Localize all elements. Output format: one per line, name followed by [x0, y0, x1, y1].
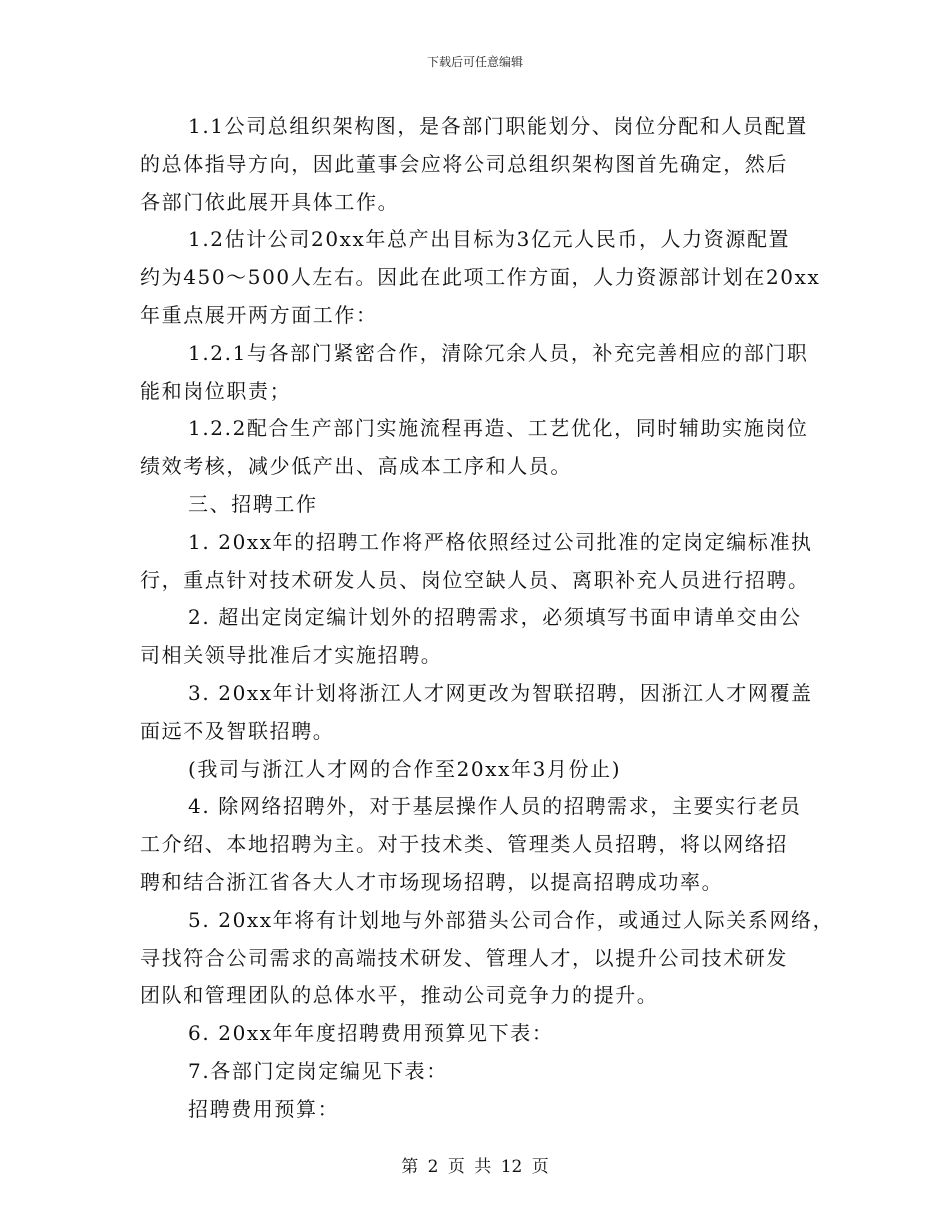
- paragraph-line: 的总体指导方向，因此董事会应将公司总组织架构图首先确定，然后: [140, 151, 788, 176]
- paragraph-line: 司相关领导批准后才实施招聘。: [140, 643, 443, 668]
- paragraph-line: 1.2.1与各部门紧密合作，清除冗余人员，补充完善相应的部门职: [188, 340, 809, 365]
- paragraph-line: (我司与浙江人才网的合作至20xx年3月份止): [188, 756, 622, 781]
- header-note: 下载后可任意编辑: [426, 55, 523, 69]
- paragraph-line: 面远不及智联招聘。: [140, 718, 335, 743]
- paragraph-line: 5. 20xx年将有计划地与外部猎头公司合作，或通过人际关系网络，: [188, 907, 835, 932]
- paragraph-line: 寻找符合公司需求的高端技术研发、管理人才，以提升公司技术研发: [140, 945, 788, 970]
- paragraph-line: 行，重点针对技术研发人员、岗位空缺人员、离职补充人员进行招聘。: [140, 567, 810, 592]
- paragraph-line: 4. 除网络招聘外，对于基层操作人员的招聘需求，主要实行老员: [188, 794, 802, 819]
- paragraph-line: 团队和管理团队的总体水平，推动公司竞争力的提升。: [140, 983, 659, 1008]
- paragraph-line: 1.1公司总组织架构图，是各部门职能划分、岗位分配和人员配置: [188, 114, 808, 138]
- paragraph-line: 各部门依此展开具体工作。: [140, 189, 400, 214]
- paragraph-line: 绩效考核，减少低产出、高成本工序和人员。: [140, 454, 572, 479]
- paragraph-line: 约为450～500人左右。因此在此项工作方面，人力资源部计划在20xx: [140, 265, 821, 290]
- paragraph-line: 1.2估计公司20xx年总产出目标为3亿元人民币，人力资源配置: [188, 227, 791, 252]
- page-number-footer: 第 2 页 共 12 页: [401, 1157, 549, 1177]
- paragraph-line: 能和岗位职责；: [140, 378, 292, 403]
- paragraph-line: 工介绍、本地招聘为主。对于技术类、管理类人员招聘，将以网络招: [140, 832, 788, 857]
- paragraph-line: 3. 20xx年计划将浙江人才网更改为智联招聘，因浙江人才网覆盖: [188, 680, 813, 705]
- paragraph-line: 聘和结合浙江省各大人才市场现场招聘，以提高招聘成功率。: [140, 869, 724, 894]
- document-body: [140, 108, 835, 1129]
- paragraph-line: 2. 超出定岗定编计划外的招聘需求，必须填写书面申请单交由公: [188, 605, 802, 630]
- paragraph-line: 招聘费用预算：: [188, 1096, 340, 1121]
- paragraph-line: 7.各部门定岗定编见下表：: [188, 1058, 448, 1083]
- section-heading: 三、招聘工作: [188, 491, 318, 516]
- paragraph-line: 年重点展开两方面工作：: [140, 302, 378, 327]
- paragraph-line: 6. 20xx年年度招聘费用预算见下表：: [188, 1021, 554, 1046]
- paragraph-line: 1.2.2配合生产部门实施流程再造、工艺优化，同时辅助实施岗位: [188, 416, 809, 441]
- paragraph-line: 1. 20xx年的招聘工作将严格依照经过公司批准的定岗定编标准执: [188, 529, 813, 554]
